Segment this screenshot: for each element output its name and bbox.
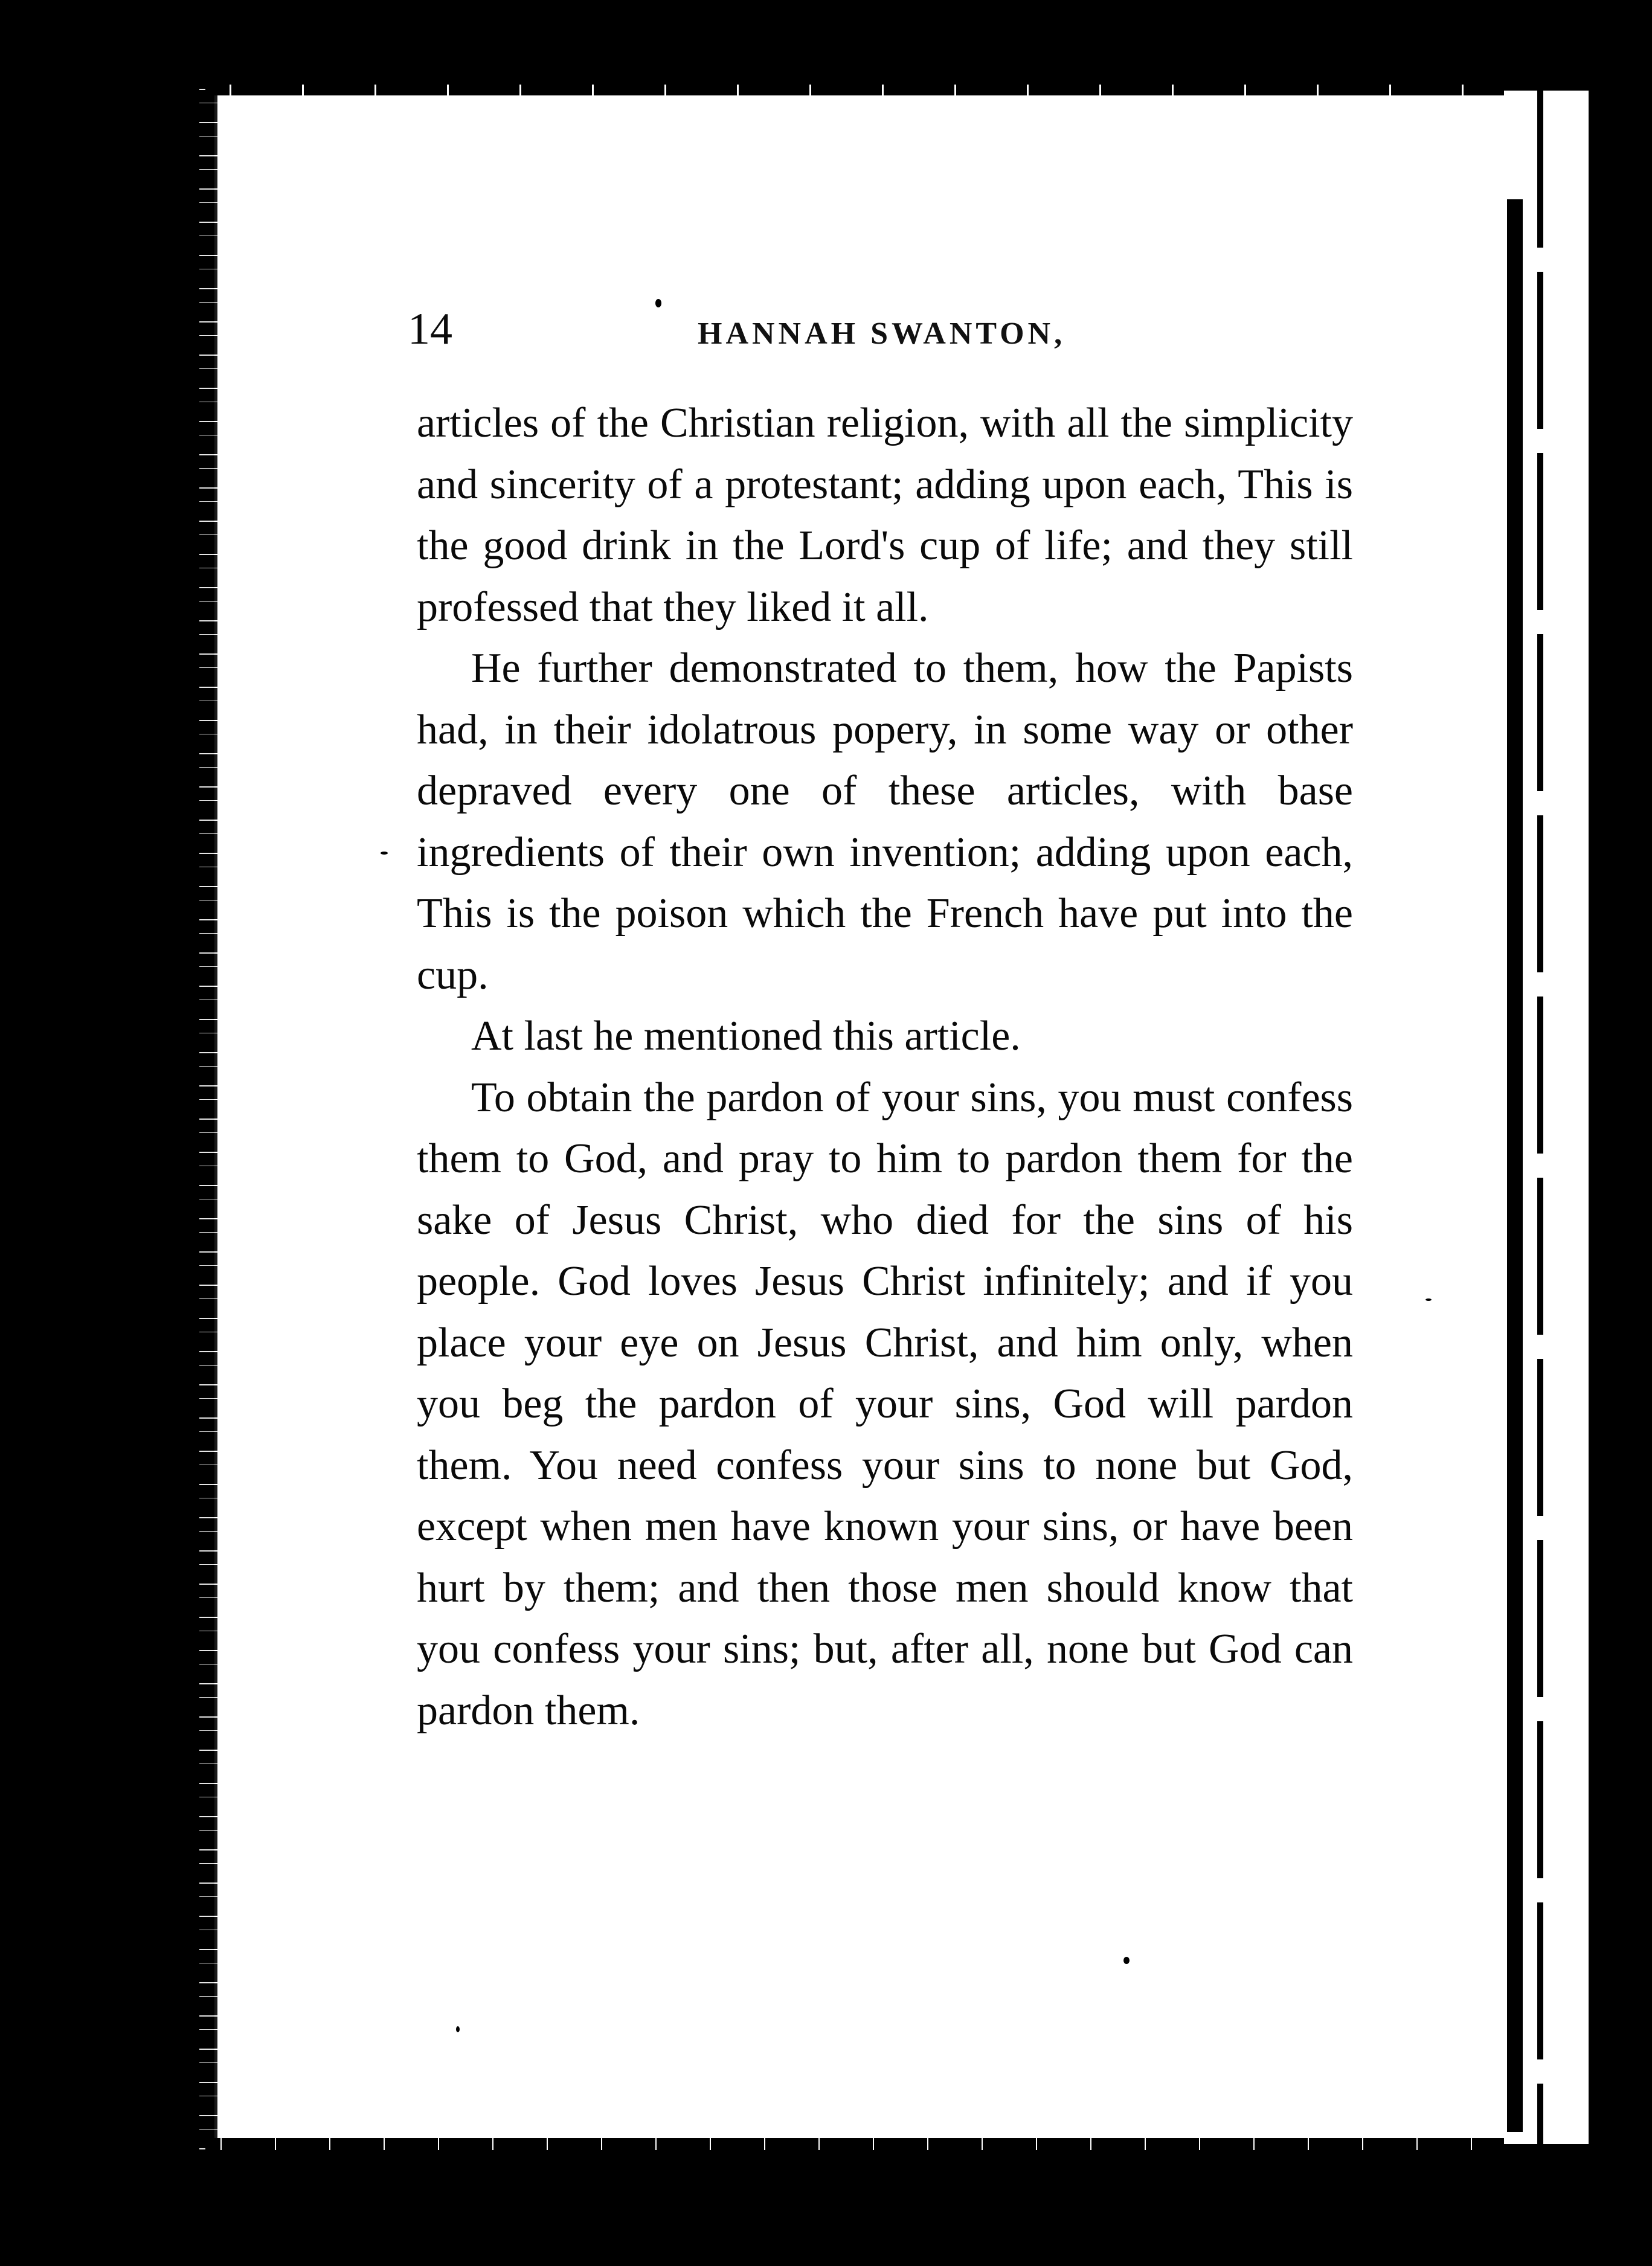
- page-number: 14: [408, 304, 452, 354]
- ink-speck: [381, 852, 388, 855]
- running-title: HANNAH SWANTON,: [698, 316, 1066, 351]
- running-head: [408, 296, 1350, 362]
- paragraph: At last he mentioned this article.: [471, 1013, 1021, 1059]
- paragraph: articles of the Christian religion, with all the simplicity and sincerity of a protestant; adding upon each, This is the good drink in the Lord's cup of life; and they still professed that they liked it all.: [417, 400, 1353, 631]
- ink-speck: [456, 2026, 460, 2032]
- ink-speck: [655, 299, 661, 307]
- ink-speck: [1425, 1298, 1432, 1301]
- page-edge-bottom: [205, 2138, 1510, 2150]
- page-edge-left: [199, 85, 217, 2150]
- paragraph: To obtain the pardon of your sins, you must confess them to God, and pray to him to pardon them for the sake of Jesus Christ, who died for the sins of his people. God loves Jesus Christ infinitely; and if you place your eye on Jesus Christ, and him only, when you beg the pardon of your sins, God will pardon them. You need confess your sins to none but God, except when men have known your sins, or have been hurt by them; and then those men should know that you confess your sins; but, after all, none but God can pardon them.: [417, 1074, 1353, 1734]
- body-text: [417, 393, 1353, 1741]
- binding-shadow: [1507, 199, 1523, 2132]
- page-edge-top: [205, 85, 1516, 95]
- ink-speck: [1123, 1957, 1130, 1964]
- binding-line: [1537, 91, 1543, 2144]
- paragraph: He further demonstrated to them, how the Papists had, in their idolatrous popery, in some way or other depraved every one of these articles, with base ingredients of their own invention; adding upon each, This is the poison which the French have put into the cup.: [417, 645, 1353, 998]
